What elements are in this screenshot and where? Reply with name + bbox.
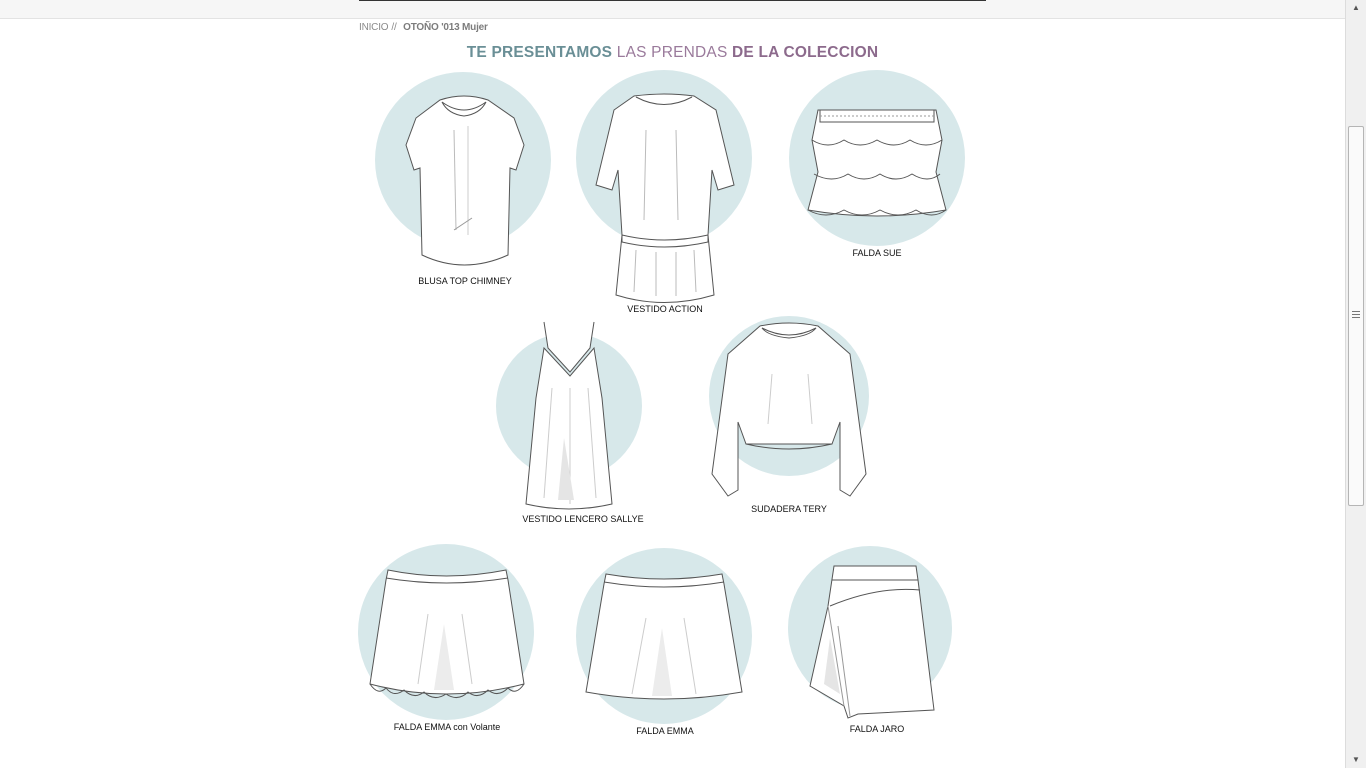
product-falda-jaro[interactable]	[788, 546, 966, 734]
scroll-down-arrow-icon[interactable]: ▼	[1352, 755, 1360, 764]
grip-line	[1352, 317, 1360, 318]
title-part-2: LAS PRENDAS	[616, 44, 728, 61]
top-bar	[0, 0, 1346, 19]
ruffle-skirt-drawing-icon	[788, 70, 966, 246]
product-falda-emma[interactable]	[576, 548, 754, 736]
scrollbar[interactable]	[1345, 0, 1366, 768]
slip-dress-drawing-icon	[494, 318, 672, 512]
product-label: FALDA EMMA	[636, 726, 694, 736]
breadcrumb-current: OTOÑO '013 Mujer	[403, 22, 488, 33]
grip-line	[1352, 314, 1360, 315]
scroll-up-arrow-icon[interactable]: ▲	[1352, 3, 1360, 12]
product-label: SUDADERA TERY	[751, 504, 827, 514]
asymmetric-skirt-drawing-icon	[788, 546, 966, 722]
title-part-3: DE LA COLECCION	[732, 44, 879, 61]
product-label: FALDA SUE	[852, 248, 902, 258]
product-falda-emma-con-volante[interactable]	[358, 544, 536, 732]
title-part-1: TE PRESENTAMOS	[466, 44, 613, 61]
scrollbar-thumb[interactable]	[1348, 126, 1364, 506]
breadcrumb	[359, 22, 488, 33]
product-sudadera-tery[interactable]	[700, 314, 878, 514]
dress-drawing-icon	[576, 70, 754, 302]
breadcrumb-separator: //	[391, 22, 397, 33]
sweatshirt-drawing-icon	[700, 314, 878, 502]
product-label: FALDA JARO	[849, 724, 905, 734]
skirt-drawing-icon	[576, 548, 754, 724]
product-blusa-top-chimney[interactable]	[376, 70, 554, 286]
product-label: VESTIDO ACTION	[627, 304, 703, 314]
product-vestido-lencero-sallye[interactable]	[494, 318, 672, 524]
page-title	[359, 44, 986, 62]
product-falda-sue[interactable]	[788, 70, 966, 258]
product-vestido-action[interactable]	[576, 70, 754, 314]
header-divider	[359, 0, 986, 1]
product-label: BLUSA TOP CHIMNEY	[418, 276, 512, 286]
product-label: FALDA EMMA con Volante	[393, 722, 501, 732]
product-label: VESTIDO LENCERO SALLYE	[522, 514, 644, 524]
blouse-drawing-icon	[376, 70, 554, 274]
grip-line	[1352, 311, 1360, 312]
flounce-skirt-drawing-icon	[358, 544, 536, 720]
breadcrumb-home-link[interactable]: INICIO	[359, 22, 389, 33]
